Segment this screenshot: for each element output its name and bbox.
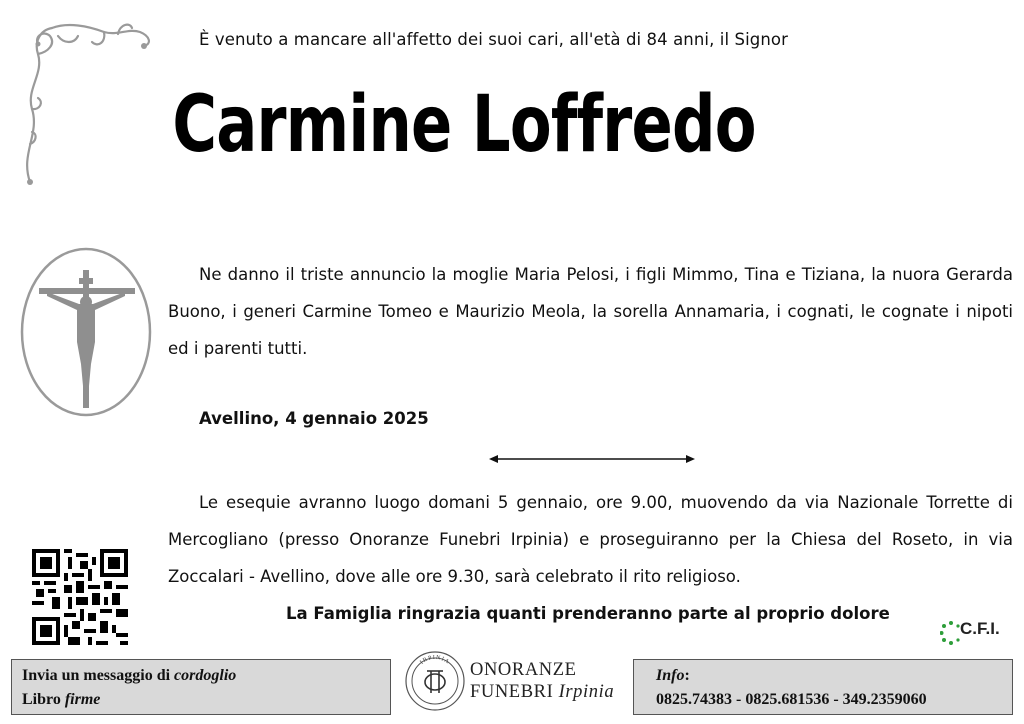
double-arrow-icon	[488, 452, 696, 466]
info-colon: :	[684, 667, 690, 684]
place-date: Avellino, 4 gennaio 2025	[199, 409, 429, 428]
family-thanks: La Famiglia ringrazia quanti prenderanno parte al proprio dolore	[286, 604, 890, 623]
condolence-prefix: Invia un messaggio di	[22, 667, 175, 684]
condolence-box[interactable]	[11, 659, 391, 715]
crucifix-icon	[19, 246, 153, 418]
agency-name	[470, 659, 614, 703]
funeral-paragraph	[168, 484, 1013, 595]
cfi-logo-icon	[940, 620, 962, 646]
logo-arc-text: IRPINIA	[419, 654, 451, 666]
info-box	[633, 659, 1013, 715]
info-label: Info	[656, 667, 685, 684]
agency-line2-word: Irpinia	[558, 682, 615, 702]
intro-text: È venuto a mancare all'affetto dei suoi cari, all'età di 84 anni, il Signor	[199, 30, 788, 49]
phone-numbers[interactable]: 0825.74383 - 0825.681536 - 349.2359060	[656, 691, 927, 708]
agency-logo-icon	[404, 650, 466, 712]
info-label-line	[656, 664, 1002, 688]
announcement-text: Ne danno il triste annuncio la moglie Maria Pelosi, i figli Mimmo, Tina e Tiziana, la nuora Gerarda Buono, i generi Carmine Tomeo e Maurizio Meola, la sorella Annamaria, i cognati, le cognate i nipoti ed i parenti tutti.	[168, 265, 1013, 358]
condolence-line[interactable]	[22, 664, 380, 688]
funeral-text: Le esequie avranno luogo domani 5 gennaio, ore 9.00, muovendo da via Nazionale Torrette di Mercogliano (presso Onoranze Funebri Irpinia) e proseguiranno per la Chiesa del Roseto, in via Zoccalari - Avellino, dove alle ore 9.30, sarà celebrato il rito religioso.	[168, 493, 1013, 586]
agency-line2	[470, 681, 614, 703]
agency-line2-prefix: FUNEBRI	[470, 682, 559, 702]
cfi-label: C.F.I.	[960, 619, 1000, 638]
announcement-paragraph	[168, 256, 1013, 367]
condolence-word: cordoglio	[174, 667, 237, 684]
agency-line1: ONORANZE	[470, 660, 577, 680]
deceased-name: Carmine Loffredo	[172, 80, 756, 170]
svg-text:IRPINIA	[419, 655, 450, 666]
guestbook-prefix: Libro	[22, 691, 65, 708]
guestbook-word: firme	[64, 691, 101, 708]
qr-code-icon[interactable]	[32, 549, 128, 645]
guestbook-line[interactable]	[22, 688, 380, 712]
